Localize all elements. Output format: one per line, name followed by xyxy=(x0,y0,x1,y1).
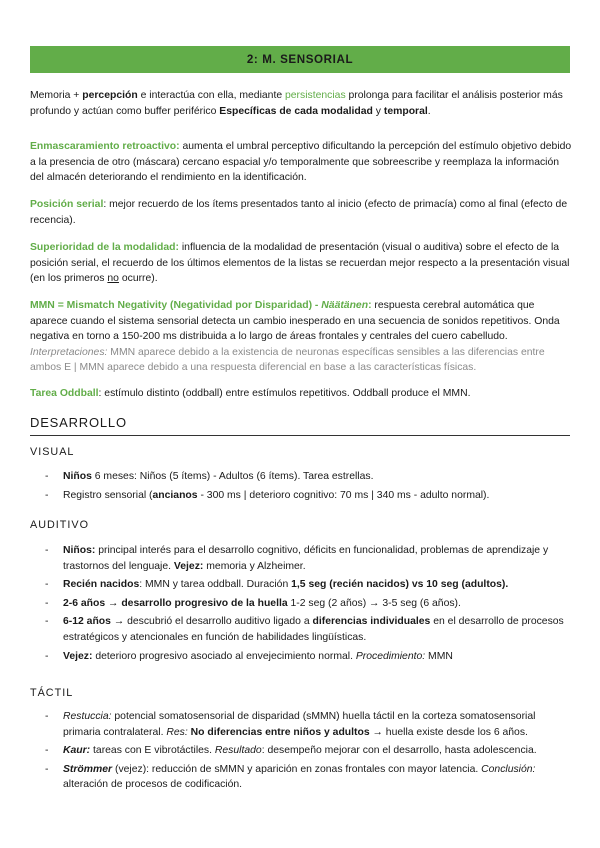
tactil-heading: TÁCTIL xyxy=(30,687,74,699)
visual-heading: VISUAL xyxy=(30,446,75,458)
list-item: - Strömmer (vejez): reducción de sMMN y aparición en zonas frontales con mayor latencia. Conclusión: alteración de procesos de codificación. xyxy=(30,762,572,793)
persistencias-term: persistencias xyxy=(285,90,346,101)
section-title: 2: M. SENSORIAL xyxy=(246,52,354,66)
mmn-author: Näätänen xyxy=(321,300,369,311)
desarrollo-heading: DESARROLLO xyxy=(30,415,570,436)
enmascaramiento-paragraph: Enmascaramiento retroactivo: aumenta el umbral perceptivo dificultando la percepción del estímulo objetivo debido a la presencia de otro (máscara) cercano espacial y/o temporalmente que sobreescribe y reemplaza la información del almacén deteriorando el rendimiento en la identificación. xyxy=(30,141,572,184)
list-item: - 6-12 años → descubrió el desarrollo auditivo ligado a diferencias individuales en el desarrollo de procesos estratégicos y atencionales en función de habilidades lingüísticas. xyxy=(30,614,572,645)
list-item: - Restuccia: potencial somatosensorial de disparidad (sMMN) huella táctil en la corteza somatosensorial primaria contralateral. Res: No diferencias entre niños y adultos → huella existe desde los 6 años. xyxy=(30,709,572,740)
list-item: - Vejez: deterioro progresivo asociado al envejecimiento normal. Procedimiento: MMN xyxy=(30,649,572,665)
posicion-serial-term: Posición serial xyxy=(30,199,104,210)
list-item: - Recién nacidos: MMN y tarea oddball. Duración 1,5 seg (recién nacidos) vs 10 seg (adultos). xyxy=(30,577,572,593)
list-item: - Niños: principal interés para el desarrollo cognitivo, déficits en funcionalidad, problemas de aprendizaje y trastornos del lenguaje. Vejez: memoria y Alzheimer. xyxy=(30,543,572,574)
enmascaramiento-term: Enmascaramiento retroactivo: xyxy=(30,141,180,152)
auditivo-list xyxy=(30,543,572,667)
mmn-term: MMN = Mismatch Negativity (Negatividad por Disparidad) - xyxy=(30,300,322,311)
oddball-term: Tarea Oddball xyxy=(30,388,99,399)
posicion-serial-paragraph: Posición serial: mejor recuerdo de los ítems presentados tanto al inicio (efecto de primacía) como al final (efecto de recencia). xyxy=(30,199,568,226)
list-item: - 2-6 años → desarrollo progresivo de la huella 1-2 seg (2 años) → 3-5 seg (6 años). xyxy=(30,596,572,612)
oddball-paragraph: Tarea Oddball: estímulo distinto (oddball) entre estímulos repetitivos. Oddball produce el MMN. xyxy=(30,388,471,399)
intro-paragraph: Memoria + percepción e interactúa con ella, mediante persistencias prolonga para facilitar el análisis posterior más profundo y actúan como buffer periférico Específicas de cada modalidad y temporal. xyxy=(30,90,563,117)
list-item: - Registro sensorial (ancianos - 300 ms | deterioro cognitivo: 70 ms | 340 ms - adulto normal). xyxy=(30,488,572,504)
tactil-list xyxy=(30,709,572,796)
visual-list xyxy=(30,469,572,506)
mmn-interpretations: Interpretaciones: MMN aparece debido a la existencia de neuronas específicas sensibles a las diferencias entre ambos E | MMN aparece debido a una respuesta diferencial en base a las características físicas. xyxy=(30,346,545,374)
section-title-banner xyxy=(30,46,570,73)
list-item: - Niños 6 meses: Niños (5 ítems) - Adultos (6 ítems). Tarea estrellas. xyxy=(30,469,572,485)
mmn-paragraph: MMN = Mismatch Negativity (Negatividad por Disparidad) - Näätänen: respuesta cerebral automática que aparece cuando el sistema sensorial detecta un cambio inesperado en una secuencia de sonidos repetitivos. Onda negativa en torno a 150-200 ms distribuida a lo largo de áreas frontales y centrales del cuero cabelludo. Interpretaciones: MMN aparece debido a la existencia de neuronas específicas sensibles a las diferencias entre ambos E | MMN aparece debido a una respuesta diferencial en base a las características físicas. xyxy=(30,300,560,374)
superioridad-paragraph: Superioridad de la modalidad: influencia de la modalidad de presentación (visual o auditiva) sobre el efecto de la posición serial, el recuerdo de los últimos elementos de la listas se recuerdan mejor respecto a la presentación visual (en los primeros no ocurre). xyxy=(30,242,570,285)
list-item: - Kaur: tareas con E vibrotáctiles. Resultado: desempeño mejorar con el desarrollo, hasta adolescencia. xyxy=(30,743,572,759)
superioridad-term: Superioridad de la modalidad: xyxy=(30,242,179,253)
auditivo-heading: AUDITIVO xyxy=(30,519,89,531)
